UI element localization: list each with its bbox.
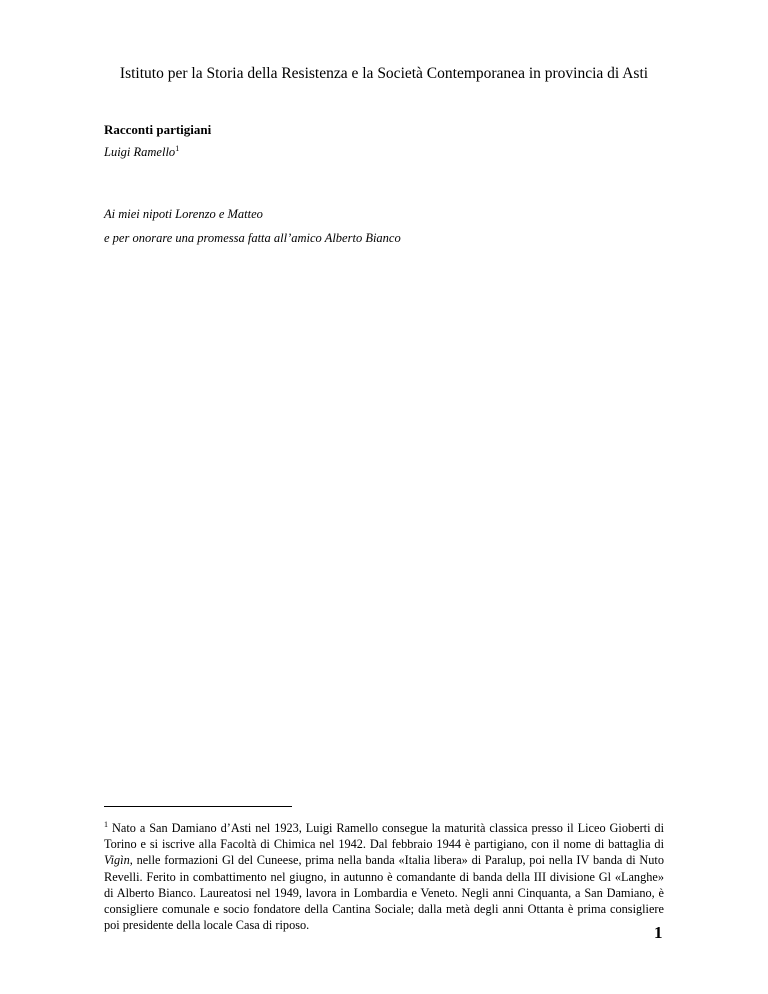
- footnote-text-part2: , nelle formazioni Gl del Cuneese, prima nella banda «Italia libera» di Paralup, poi nella IV banda di Nuto Revelli. Ferito in combattimento nel giugno, in autunno è comandante di banda della III divisione Gl «Langhe» di Alberto Bianco. Laureatosi nel 1949, lavora in Lombardia e Veneto. Negli anni Cinquanta, a San Damiano, è consigliere comunale e socio fondatore della Cantina Sociale; dalla metà degli anni Ottanta è prima consigliere poi presidente della locale Casa di riposo.: [104, 853, 664, 933]
- dedication-line-1: Ai miei nipoti Lorenzo e Matteo: [104, 207, 263, 221]
- footnote-marker: 1: [104, 819, 108, 829]
- author-footnote-marker[interactable]: 1: [175, 143, 180, 153]
- author-name: Luigi Ramello: [104, 145, 176, 159]
- footnote-nickname: Vigìn: [104, 853, 130, 868]
- author-line: [104, 145, 179, 160]
- document-title: Racconti partigiani: [104, 122, 212, 137]
- footnote-text-part1: Nato a San Damiano d’Asti nel 1923, Luigi Ramello consegue la maturità classica presso il Liceo Gioberti di Torino e si iscrive alla Facoltà di Chimica nel 1942. Dal febbraio 1944 è partigiano, con il nome di battaglia di: [104, 821, 664, 852]
- dedication-line-2: e per onorare una promessa fatta all’amico Alberto Bianco: [104, 231, 401, 245]
- page-header: Istituto per la Storia della Resistenza e la Società Contemporanea in provincia di Asti: [119, 65, 649, 82]
- footnote-separator: [104, 806, 292, 807]
- footnote: [104, 820, 664, 933]
- page-number: 1: [654, 923, 663, 942]
